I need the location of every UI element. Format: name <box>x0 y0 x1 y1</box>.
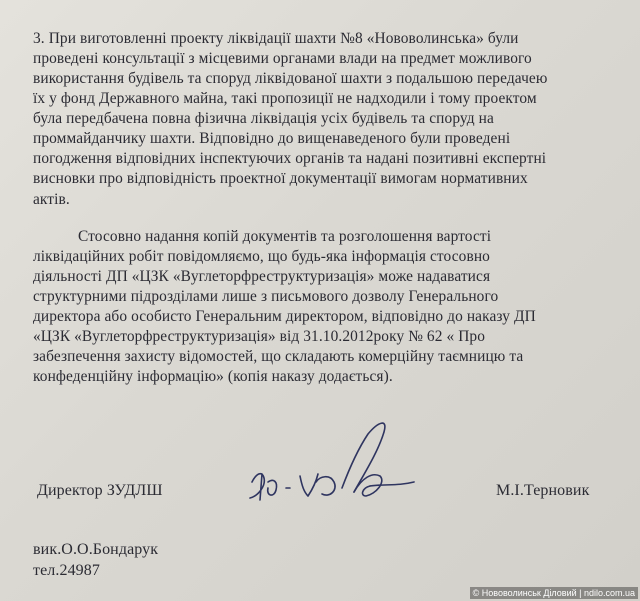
paragraph-3-line: проведені консультації з місцевими органами влади на предмет можливого <box>33 50 532 67</box>
paragraph-3-line: висновки про відповідність проектної документації вимогам нормативних <box>33 170 528 187</box>
paragraph-3-line: 3. При виготовленні проекту ліквідації шахти №8 «Нововолинська» були <box>33 30 519 47</box>
signatory-position: Директор ЗУДЛШ <box>37 482 163 499</box>
paragraph-4-line: забезпечення захисту відомостей, що складають комерційну таємницю та <box>33 348 524 365</box>
handwritten-signature <box>238 412 428 512</box>
paragraph-3-line: їх у фонд Державного майна, такі пропозиції не надходили і тому проектом <box>33 90 537 107</box>
signatory-name: М.І.Терновик <box>496 482 590 499</box>
paragraph-4-line: конфеденційну інформацію» (копія наказу додається). <box>33 368 393 385</box>
paragraph-3-line: актів. <box>33 191 70 208</box>
paragraph-3-line: проммайданчику шахти. Відповідно до вищенаведеного були проведені <box>33 130 511 147</box>
paragraph-4-line: структурними підрозділами лише з письмового дозволу Генерального <box>33 288 499 305</box>
paragraph-3-line: використання будівель та споруд ліквідованої шахти з подальшою передачею <box>33 70 548 87</box>
paragraph-4-line: ліквідаційних робіт повідомляємо, що будь-яка інформація стосовно <box>33 248 490 265</box>
paragraph-4-line: «ЦЗК «Вуглеторфреструктуризація» від 31.10.2012року № 62 « Про <box>33 328 486 345</box>
executor-phone: тел.24987 <box>33 562 100 579</box>
paragraph-4-line: діяльності ДП «ЦЗК «Вуглеторфреструктуризація» може надаватися <box>33 268 491 285</box>
paragraph-3-line: була передбачена повна фізична ліквідація усіх будівель та споруд на <box>33 110 494 127</box>
paragraph-4-line: Стосовно надання копій документів та розголошення вартості <box>78 228 492 245</box>
paragraph-3-line: погодження відповідних інспектуючих органів та надані позитивні експертні <box>33 150 547 167</box>
paragraph-4-line: директора або особисто Генеральним директором, відповідно до наказу ДП <box>33 308 536 325</box>
executor-name: вик.О.О.Бондарук <box>33 541 159 558</box>
watermark: © Нововолинськ Діловий | ndilo.com.ua <box>470 587 638 599</box>
